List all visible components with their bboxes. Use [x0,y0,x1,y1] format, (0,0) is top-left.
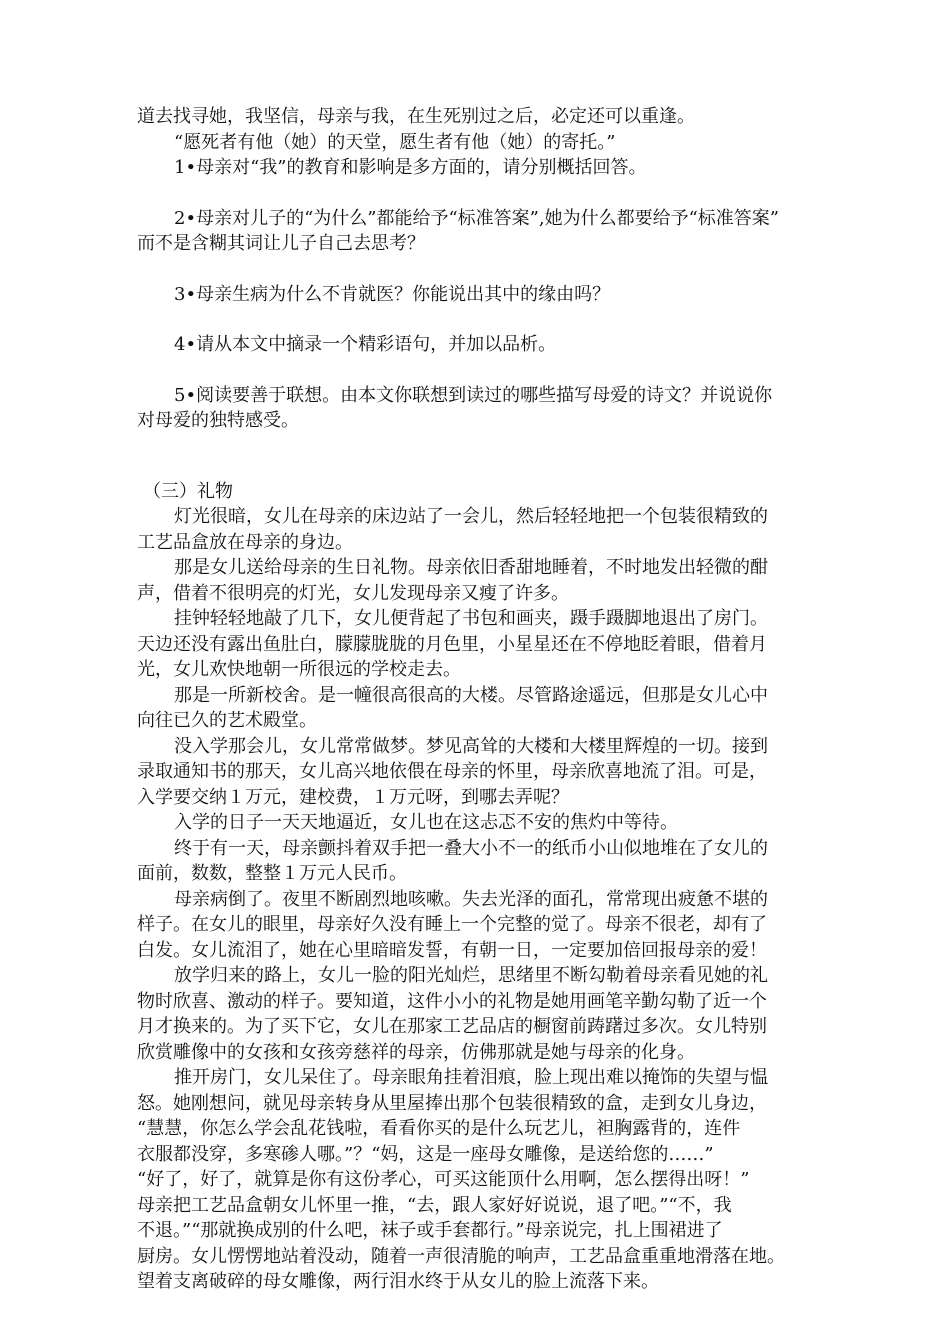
story-paragraph [137,887,817,964]
paragraph-line: “好了，好了，就算是你有这份孝心，可买这能顶什么用啊，怎么摆得出呀！” [137,1169,750,1190]
paragraph-line: 白发。女儿流泪了，她在心里暗暗发誓，有朝一日，一定要加倍回报母亲的爱！ [137,939,767,961]
story-paragraph [137,734,817,811]
paragraph-line: 入学要交纳１万元，建校费，１万元呀，到哪去弄呢？ [137,786,569,808]
opening-line: 道去找寻她，我坚信，母亲与我，在生死别过之后，必定还可以重逢。 [137,106,695,127]
paragraph-line: 衣服都没穿，多寒碜人哪。”？“妈，这是一座母女雕像，是送给您的……” [137,1143,714,1165]
paragraph-line: 灯光很暗，女儿在母亲的床边站了一会儿，然后轻轻地把一个包装很精致的 [174,506,768,527]
paragraph-line: 天边还没有露出鱼肚白，朦朦胧胧的月色里，小星星还在不停地眨着眼，借着月 [137,633,767,655]
paragraph-line: 厨房。女儿愣愣地站着没动，随着一声很清脆的响声，工艺品盒重重地滑落在地。 [137,1245,785,1267]
story-body [137,504,817,1295]
question-line: 而不是含糊其词让儿子自己去思考？ [137,233,425,254]
paragraph-line: 母亲把工艺品盒朝女儿怀里一推，“去，跟人家好好说说，退了吧。”“不，我 [137,1194,732,1216]
paragraph-line: 物时欣喜、激动的样子。要知道，这件小小的礼物是她用画笔辛勤勾勒了近一个 [137,990,767,1012]
paragraph-line: 没入学那会儿，女儿常常做梦。梦见高耸的大楼和大楼里辉煌的一切。接到 [174,735,768,757]
story-paragraph [137,683,817,734]
story-paragraph [137,836,817,887]
question-line: 3•母亲生病为什么不肯就医？你能说出其中的缘由吗？ [174,283,611,305]
question-item [137,332,817,358]
paragraph-line: 光，女儿欢快地朝一所很远的学校走去。 [137,659,461,680]
paragraph-line: 声，借着不很明亮的灯光，女儿发现母亲又瘦了许多。 [137,582,569,604]
story-paragraph [137,606,817,683]
question-item [137,383,817,434]
paragraph-line: 月才换来的。为了买下它，女儿在那家工艺品店的橱窗前踌躇过多次。女儿特别 [137,1016,767,1037]
story-paragraph [137,1065,817,1295]
question-item [137,206,817,257]
question-line: 5•阅读要善于联想。由本文你联想到读过的哪些描写母爱的诗文？并说说你 [174,384,773,406]
story-paragraph [137,963,817,1065]
document-page [137,104,817,1295]
question-item [137,155,817,181]
paragraph-line: 录取通知书的那天，女儿高兴地依偎在母亲的怀里，母亲欣喜地流了泪。可是， [137,761,767,782]
paragraph-line: 面前，数数，整整１万元人民币。 [137,863,407,884]
story-paragraph [137,555,817,606]
paragraph-line: “慧慧，你怎么学会乱花钱啦，看看你买的是什么玩艺儿，袒胸露背的，连件 [137,1118,741,1139]
paragraph-line: 那是女儿送给母亲的生日礼物。母亲依旧香甜地睡着，不时地发出轻微的酣 [174,557,768,578]
paragraph-line: 望着支离破碎的母女雕像，两行泪水终于从女儿的脸上流落下来。 [137,1271,659,1292]
opening-line: “愿死者有他（她）的天堂，愿生者有他（她）的寄托。” [174,131,616,153]
paragraph-line: 那是一所新校舍。是一幢很高很高的大楼。尽管路途遥远，但那是女儿心中 [174,684,768,706]
paragraph-line: 母亲病倒了。夜里不断剧烈地咳嗽。失去光泽的面孔，常常现出疲惫不堪的 [174,888,768,910]
story-paragraph [137,810,817,836]
paragraph-line: 怒。她刚想问，就见母亲转身从里屋捧出那个包装很精致的盒，走到女儿身边， [137,1092,767,1114]
question-item [137,282,817,308]
section-title: （三）礼物 [143,480,233,502]
question-line: 4•请从本文中摘录一个精彩语句，并加以品析。 [174,334,557,355]
question-line: 1•母亲对“我”的教育和影响是多方面的，请分别概括回答。 [174,157,647,178]
paragraph-line: 工艺品盒放在母亲的身边。 [137,531,353,553]
paragraph-line: 放学归来的路上，女儿一脸的阳光灿烂，思绪里不断勾勒着母亲看见她的礼 [174,965,768,986]
question-line: 2•母亲对儿子的“为什么”都能给予“标准答案”,她为什么都要给予“标准答案” [174,207,780,229]
story-paragraph [137,504,817,555]
paragraph-line: 终于有一天，母亲颤抖着双手把一叠大小不一的纸币小山似地堆在了女儿的 [174,837,768,859]
paragraph-line: 推开房门，女儿呆住了。母亲眼角挂着泪痕，脸上现出难以掩饰的失望与愠 [174,1067,768,1088]
paragraph-line: 欣赏雕像中的女孩和女孩旁慈祥的母亲，仿佛那就是她与母亲的化身。 [137,1041,695,1063]
paragraph-line: 向往已久的艺术殿堂。 [137,710,317,731]
paragraph-line: 不退。”“那就换成别的什么吧，袜子或手套都行。”母亲说完，扎上围裙进了 [137,1220,723,1241]
question-list [137,155,817,459]
question-line: 对母爱的独特感受。 [137,410,299,431]
paragraph-line: 挂钟轻轻地敲了几下，女儿便背起了书包和画夹，蹑手蹑脚地退出了房门。 [174,608,768,629]
opening-text [137,104,817,155]
paragraph-line: 样子。在女儿的眼里，母亲好久没有睡上一个完整的觉了。母亲不很老，却有了 [137,914,767,935]
paragraph-line: 入学的日子一天天地逼近，女儿也在这忐忑不安的焦灼中等待。 [174,812,678,833]
